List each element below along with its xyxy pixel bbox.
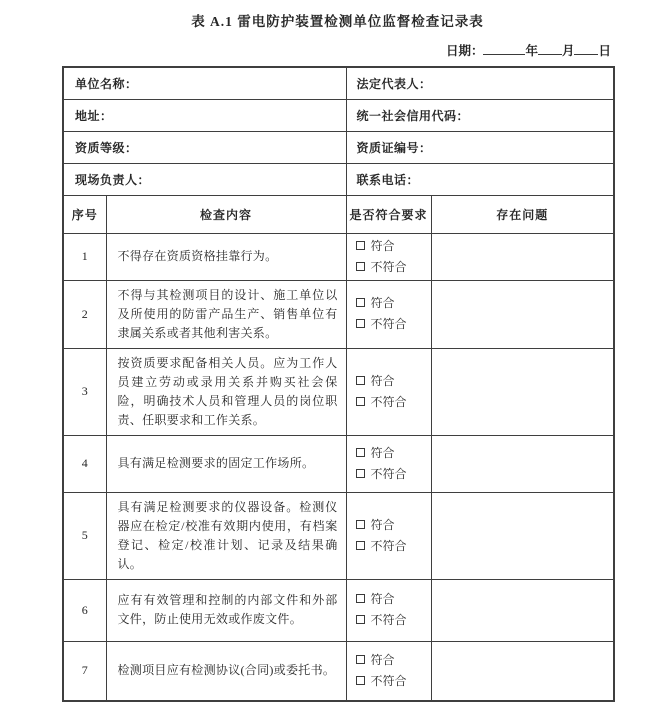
compliance-cell (346, 641, 431, 701)
site-manager-label: 现场负责人： (63, 163, 346, 195)
info-row-address (63, 99, 614, 131)
checkbox-option-conform[interactable] (356, 293, 431, 314)
problem-cell (431, 579, 614, 641)
checklist-row (63, 280, 614, 348)
checkbox-option-nonconform[interactable] (356, 392, 431, 413)
checkbox-label: 不符合 (370, 317, 407, 331)
checkbox-icon[interactable] (356, 615, 365, 624)
unit-name-label: 单位名称： (63, 67, 346, 99)
checkbox-label: 不符合 (370, 259, 407, 274)
checklist-row (63, 233, 614, 280)
checkbox-option-nonconform[interactable] (356, 314, 431, 335)
inspection-content: 不得与其检测项目的设计、施工单位以及所使用的防雷产品生产、销售单位有隶属关系或者其他利害关系。 (106, 280, 346, 348)
checkbox-icon[interactable] (356, 298, 365, 307)
info-row-qualification (63, 131, 614, 163)
row-number: 7 (63, 641, 106, 701)
compliance-cell (346, 492, 431, 579)
checkbox-icon[interactable] (356, 676, 365, 685)
compliance-cell (346, 280, 431, 348)
checkbox-label: 符合 (370, 652, 395, 667)
phone-label: 联系电话： (346, 163, 614, 195)
checkbox-option-conform[interactable] (356, 371, 431, 392)
checkbox-icon[interactable] (356, 262, 365, 271)
inspection-content: 不得存在资质资格挂靠行为。 (106, 233, 346, 280)
checkbox-icon[interactable] (356, 655, 365, 664)
checkbox-option-nonconform[interactable] (356, 610, 431, 631)
checkbox-option-conform[interactable] (356, 236, 431, 257)
date-line (62, 41, 613, 59)
checkbox-option-nonconform[interactable] (356, 257, 431, 278)
checkbox-label: 符合 (370, 238, 395, 253)
checklist-header-row (63, 195, 614, 233)
checkbox-label: 符合 (370, 592, 395, 606)
problem-cell (431, 492, 614, 579)
inspection-content: 检测项目应有检测协议(合同)或委托书。 (106, 641, 346, 701)
problem-cell (431, 233, 614, 280)
header-inspection-content: 检查内容 (106, 195, 346, 233)
checkbox-icon[interactable] (356, 319, 365, 328)
row-number: 2 (63, 280, 106, 348)
document-page (62, 6, 613, 702)
header-existing-problems: 存在问题 (431, 195, 614, 233)
checkbox-icon[interactable] (356, 594, 365, 603)
checkbox-label: 不符合 (370, 466, 407, 481)
checklist-row (63, 641, 614, 701)
address-label: 地址： (63, 99, 346, 131)
legal-representative-label: 法定代表人： (346, 67, 614, 99)
info-row-unit (63, 67, 614, 99)
checkbox-icon[interactable] (356, 448, 365, 457)
checkbox-option-nonconform[interactable] (356, 671, 431, 692)
compliance-cell (346, 233, 431, 280)
row-number: 6 (63, 579, 106, 641)
problem-cell (431, 348, 614, 435)
header-serial-number: 序号 (63, 195, 106, 233)
row-number: 4 (63, 435, 106, 492)
checkbox-label: 不符合 (370, 538, 407, 553)
checkbox-label: 不符合 (370, 394, 407, 409)
checkbox-label: 不符合 (370, 613, 407, 627)
info-row-contact (63, 163, 614, 195)
checkbox-option-conform[interactable] (356, 515, 431, 536)
row-number: 5 (63, 492, 106, 579)
problem-cell (431, 435, 614, 492)
inspection-content: 按资质要求配备相关人员。应为工作人员建立劳动或录用关系并购买社会保险，明确技术人员和管理人员的岗位职责、任职要求和工作关系。 (106, 348, 346, 435)
page-title: 表 A.1 雷电防护装置检测单位监督检查记录表 (191, 14, 484, 29)
checkbox-label: 符合 (370, 373, 395, 388)
inspection-content: 具有满足检测要求的仪器设备。检测仪器应在检定/校准有效期内使用，有档案登记、检定/校准计划、记录及结果确认。 (106, 492, 346, 579)
inspection-form-table (62, 66, 615, 702)
checkbox-option-conform[interactable] (356, 443, 431, 464)
date-month-blank (538, 43, 562, 55)
checkbox-label: 不符合 (370, 673, 407, 688)
checkbox-icon[interactable] (356, 469, 365, 478)
credit-code-label: 统一社会信用代码： (346, 99, 614, 131)
certificate-number-label: 资质证编号： (346, 131, 614, 163)
problem-cell (431, 641, 614, 701)
inspection-content: 应有有效管理和控制的内部文件和外部文件，防止使用无效或作废文件。 (106, 579, 346, 641)
checklist-row (63, 492, 614, 579)
compliance-cell (346, 435, 431, 492)
checkbox-icon[interactable] (356, 241, 365, 250)
checkbox-icon[interactable] (356, 541, 365, 550)
header-compliance: 是否符合要求 (346, 195, 431, 233)
qualification-level-label: 资质等级： (63, 131, 346, 163)
checklist-row (63, 435, 614, 492)
date-month-suffix: 月 (561, 44, 575, 58)
date-day-blank (574, 43, 598, 55)
problem-cell (431, 280, 614, 348)
checkbox-option-conform[interactable] (356, 650, 431, 671)
date-label: 日期： (445, 44, 484, 58)
checkbox-icon[interactable] (356, 397, 365, 406)
date-year-suffix: 年 (525, 44, 538, 58)
checklist-row (63, 348, 614, 435)
row-number: 3 (63, 348, 106, 435)
compliance-cell (346, 579, 431, 641)
checkbox-label: 符合 (370, 517, 395, 532)
date-day-suffix: 日 (598, 44, 611, 58)
row-number: 1 (63, 233, 106, 280)
checkbox-icon[interactable] (356, 376, 365, 385)
inspection-content: 具有满足检测要求的固定工作场所。 (106, 435, 346, 492)
date-year-blank (483, 43, 525, 55)
checkbox-label: 符合 (370, 445, 395, 460)
checkbox-option-nonconform[interactable] (356, 464, 431, 485)
checkbox-option-nonconform[interactable] (356, 536, 431, 557)
checkbox-icon[interactable] (356, 520, 365, 529)
checkbox-label: 符合 (370, 296, 395, 310)
compliance-cell (346, 348, 431, 435)
checkbox-option-conform[interactable] (356, 589, 431, 610)
checklist-row (63, 579, 614, 641)
